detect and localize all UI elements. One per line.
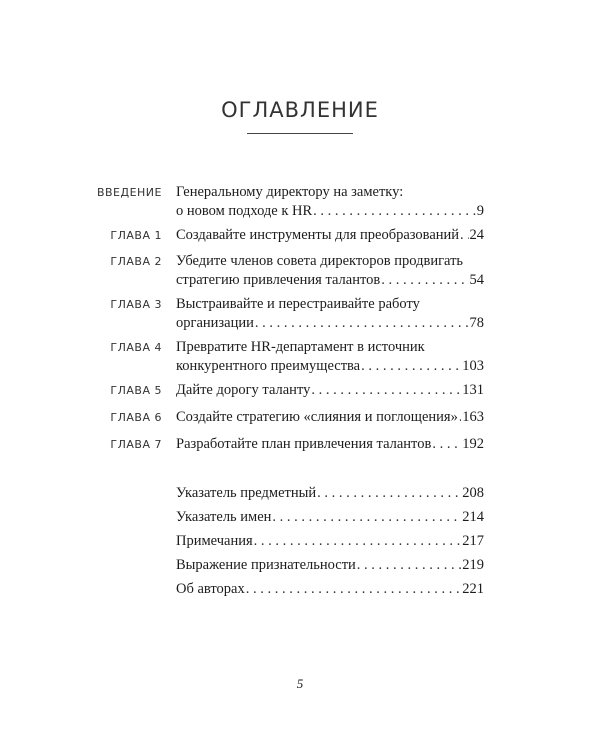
toc-entry-page: 24 bbox=[469, 227, 484, 243]
toc-entry-page: 221 bbox=[462, 581, 484, 597]
dot-leader bbox=[254, 532, 462, 551]
toc-entry-title-line: Дайте дорогу таланту bbox=[176, 382, 311, 398]
dot-leader bbox=[272, 508, 461, 527]
toc-entry-title-line: конкурентного преимущества bbox=[176, 358, 361, 374]
toc-entry-label: ГЛАВА 3 bbox=[110, 298, 162, 311]
toc-entry-title-line: Генеральному директору на заметку: bbox=[176, 184, 404, 200]
toc-entry-title-line: Выстраивайте и перестраивайте работу bbox=[176, 296, 420, 312]
toc-entry-page: 131 bbox=[462, 382, 484, 398]
toc-entry-page: 54 bbox=[469, 272, 484, 288]
dot-leader bbox=[313, 202, 476, 221]
toc-entry-title-line: Примечания bbox=[176, 533, 253, 549]
toc-entry-title-line: Разработайте план привлечения талантов bbox=[176, 436, 432, 452]
toc-entry-title-line: Создавайте инструменты для преобразований bbox=[176, 227, 460, 243]
toc-entry-page: 217 bbox=[462, 533, 484, 549]
dot-leader bbox=[246, 580, 462, 599]
toc-entry-label: ГЛАВА 1 bbox=[110, 229, 162, 242]
dot-leader bbox=[255, 314, 469, 333]
toc-entry-title-line: Выражение признательности bbox=[176, 557, 356, 573]
toc-entry-label: ГЛАВА 7 bbox=[110, 438, 162, 451]
dot-leader bbox=[460, 226, 468, 245]
toc-entry-page: 192 bbox=[462, 436, 484, 452]
toc-entry-label: ВВЕДЕНИЕ bbox=[96, 186, 162, 199]
toc-entry-title-line: Превратите HR-департамент в источник bbox=[176, 339, 425, 355]
toc-entry-title-line: Об авторах bbox=[176, 581, 245, 597]
toc-entry-title-line: Указатель предметный bbox=[176, 485, 317, 501]
page-title: ОГЛАВЛЕНИЕ bbox=[221, 98, 379, 122]
dot-leader bbox=[357, 556, 461, 575]
dot-leader bbox=[361, 357, 461, 376]
toc-entry-label: ГЛАВА 4 bbox=[110, 341, 162, 354]
toc-entry-page: 103 bbox=[462, 358, 484, 374]
title-underline bbox=[247, 133, 353, 134]
toc-entry-page: 214 bbox=[462, 509, 484, 525]
dot-leader bbox=[317, 484, 461, 503]
toc-entry-page: 163 bbox=[462, 409, 484, 425]
toc-entry-title-line: Указатель имен bbox=[176, 509, 272, 525]
toc-entry-title-line: стратегию привлечения талантов bbox=[176, 272, 381, 288]
toc-entry-title-line: Убедите членов совета директоров продвигать bbox=[176, 253, 464, 269]
toc-entry-title-line: организации bbox=[176, 315, 254, 331]
toc-entry-title-line: о новом подходе к HR bbox=[176, 203, 313, 219]
page-number: 5 bbox=[296, 676, 304, 691]
toc-entry-label: ГЛАВА 5 bbox=[110, 384, 162, 397]
toc-entry-label: ГЛАВА 2 bbox=[110, 255, 162, 268]
toc-entry-page: 78 bbox=[469, 315, 484, 331]
toc-entry-page: 9 bbox=[476, 203, 484, 219]
toc-entry-page: 219 bbox=[462, 557, 484, 573]
toc-entry-title-line: Создайте стратегию «слияния и поглощения» bbox=[176, 409, 458, 425]
dot-leader bbox=[432, 435, 461, 454]
dot-leader bbox=[381, 271, 468, 290]
toc-entry-page: 208 bbox=[462, 485, 484, 501]
dot-leader bbox=[459, 408, 461, 427]
toc-entry-label: ГЛАВА 6 bbox=[110, 411, 162, 424]
dot-leader bbox=[311, 381, 461, 400]
